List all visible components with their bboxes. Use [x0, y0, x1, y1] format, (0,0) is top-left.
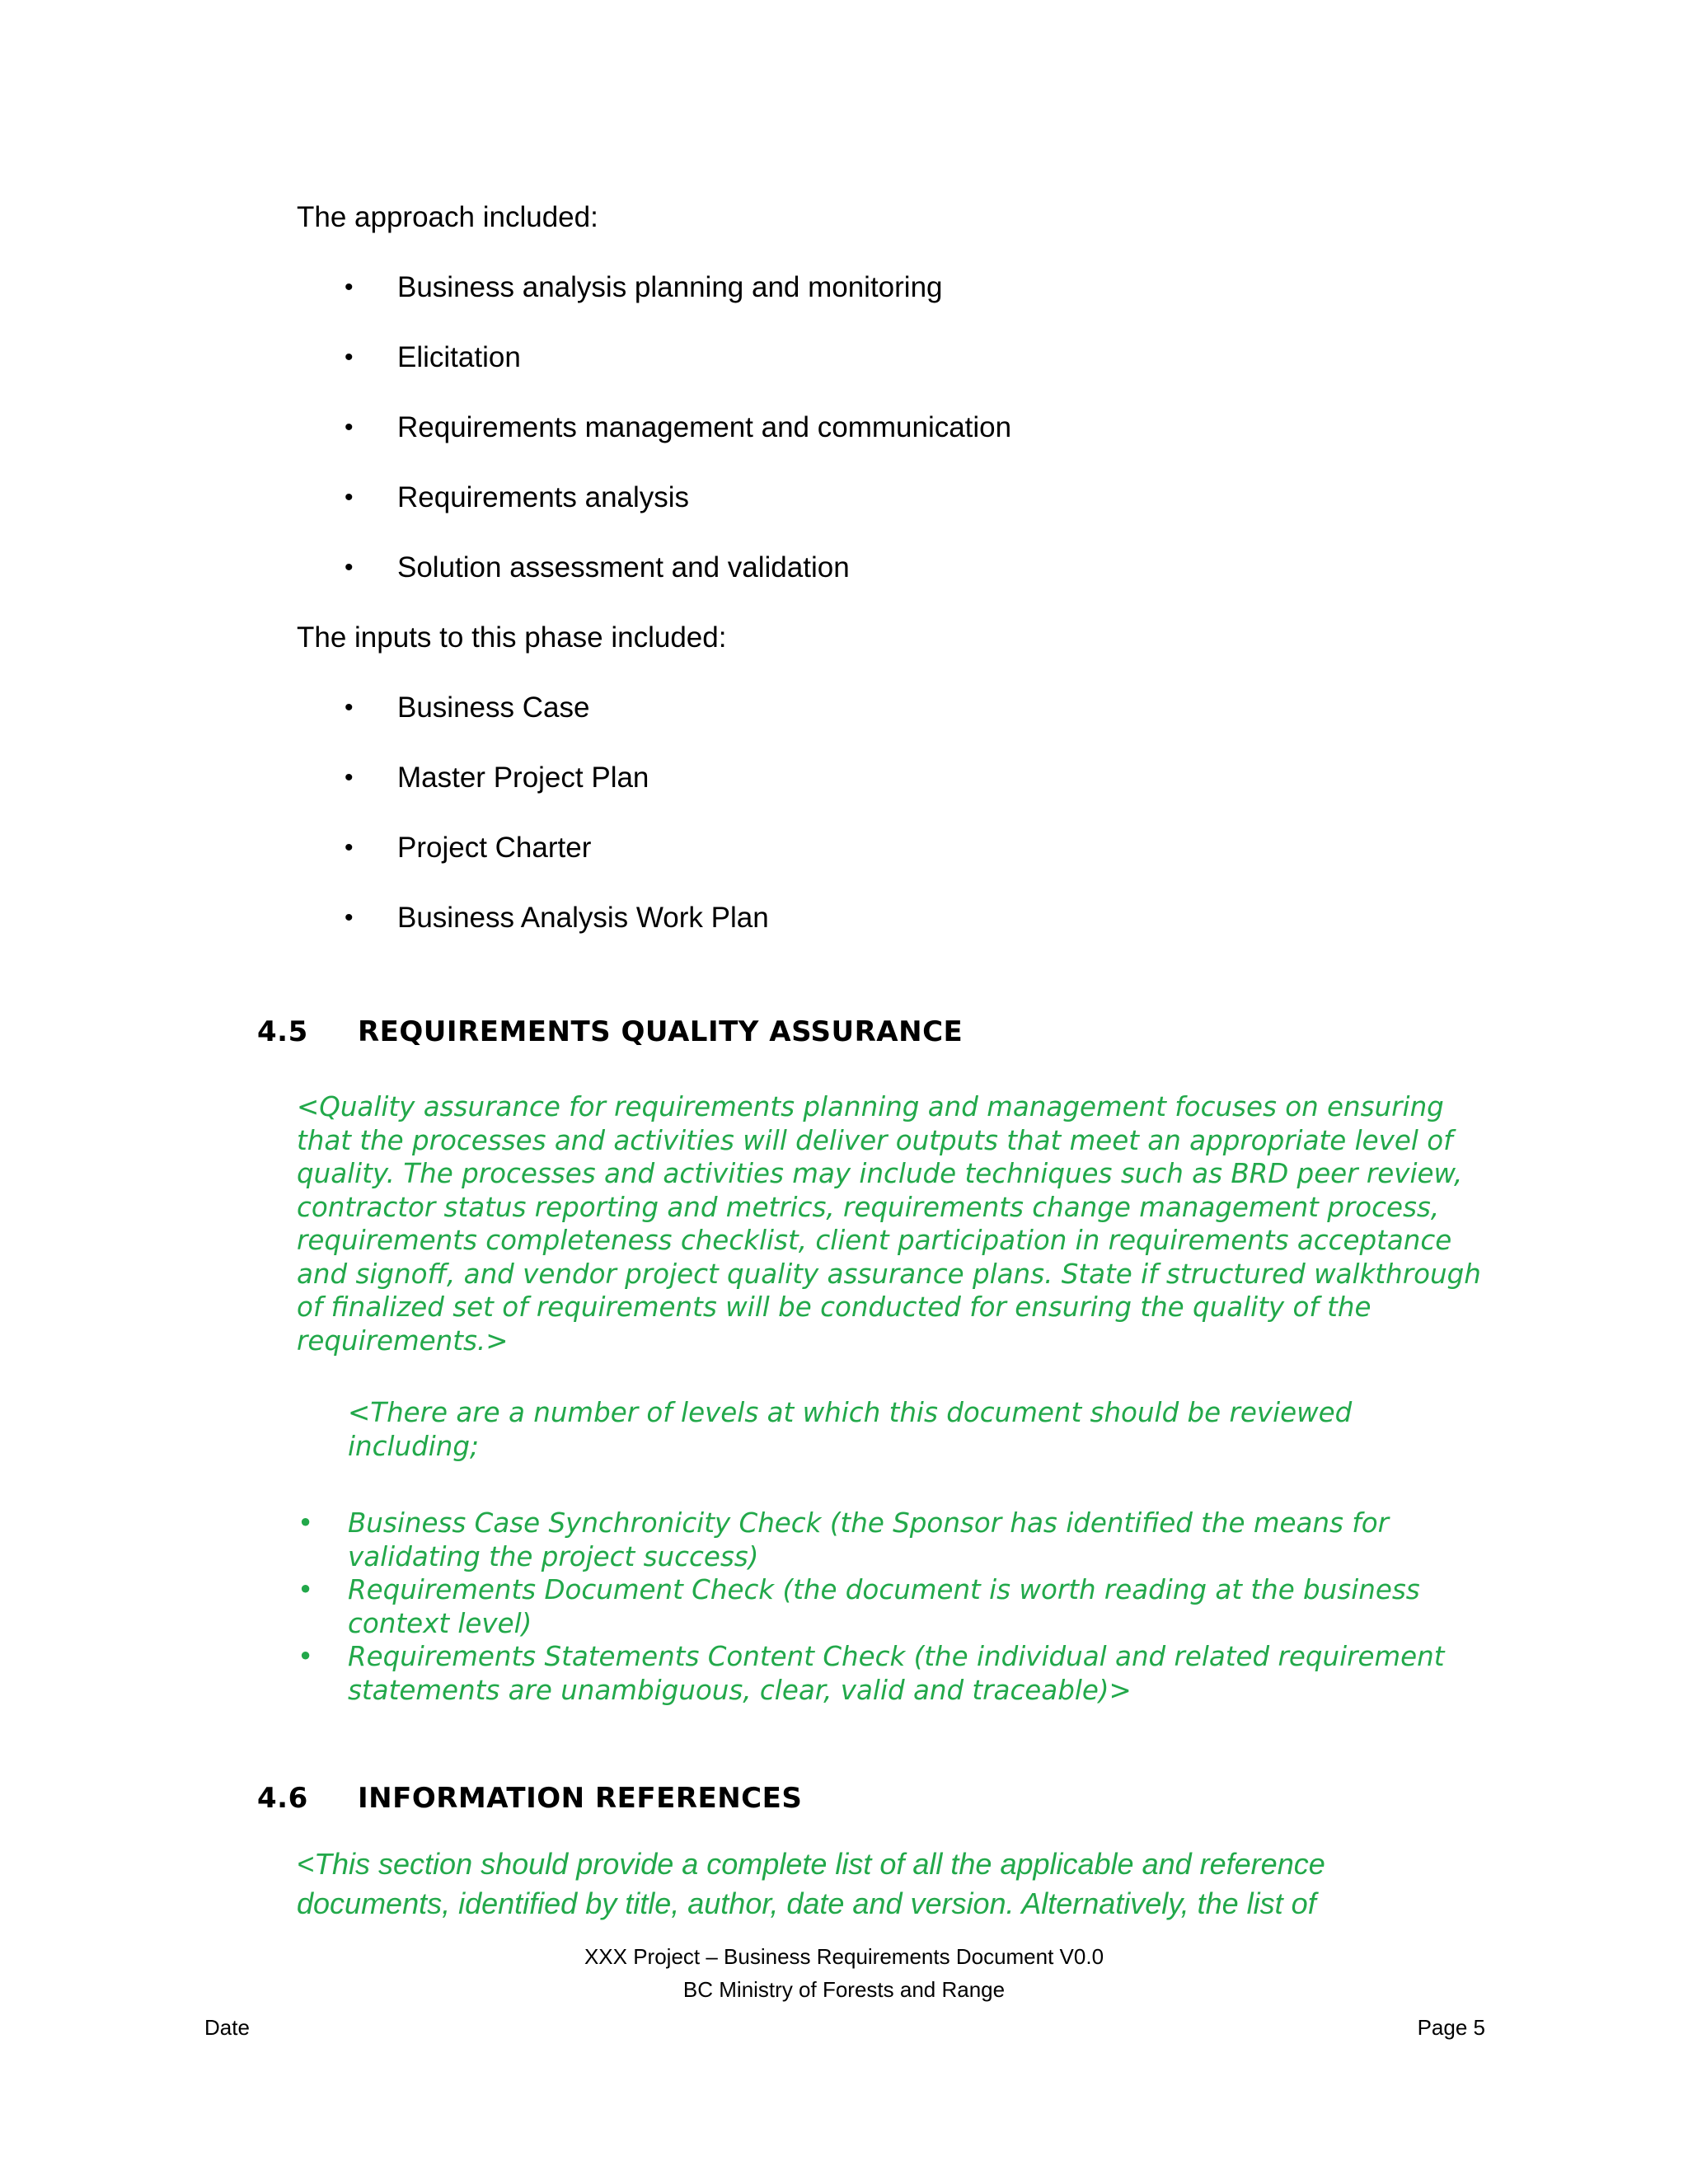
section-title: INFORMATION REFERENCES	[358, 1782, 803, 1815]
list-item-text: Solution assessment and validation	[397, 551, 850, 583]
list-item-text: Business Analysis Work Plan	[397, 902, 769, 934]
bullet-icon: •	[298, 1641, 314, 1672]
footer-document-title: XXX Project – Business Requirements Document V0.0	[584, 1944, 1104, 1969]
list-item-text: Business Case	[397, 691, 590, 724]
bullet-icon: •	[345, 484, 354, 511]
list-item-text: Business Case Synchronicity Check (the Sponsor has identified the means for validating the project success)	[348, 1507, 1389, 1572]
list-item-text: Elicitation	[397, 341, 521, 373]
review-levels-list	[0, 1507, 1525, 1707]
list-item-text: Requirements Document Check (the document is worth reading at the business context level)	[348, 1574, 1420, 1639]
bullet-icon: •	[345, 414, 354, 441]
section-title: REQUIREMENTS QUALITY ASSURANCE	[358, 1015, 964, 1048]
bullet-icon: •	[298, 1507, 314, 1539]
list-item	[0, 1573, 1525, 1640]
approach-heading: The approach included:	[297, 201, 598, 233]
section-number: 4.5	[257, 1015, 308, 1048]
section-number: 4.6	[257, 1782, 308, 1815]
list-item	[0, 1507, 1525, 1573]
list-item-text: Requirements management and communication	[397, 411, 1012, 443]
guidance-line: documents, identified by title, author, date and version. Alternatively, the list of	[297, 1886, 1316, 1920]
list-item-text: Requirements Statements Content Check (the individual and related requirement statements are unambiguous, clear, valid and traceable)>	[348, 1641, 1445, 1706]
bullet-icon: •	[345, 694, 354, 721]
quality-assurance-guidance: <Quality assurance for requirements planning and management focuses on ensuring that the processes and activities will deliver outputs that meet an appropriate level of quality. The processes and activities may include techniques such as BRD peer review, contractor status reporting and metrics, requirements change management process, requirements completeness checklist, client participation in requirements acceptance and signoff, and vendor project quality assurance plans. State if structured walkthrough of finalized set of requirements will be conducted for ensuring the quality of the requirements.>	[297, 1091, 1481, 1357]
bullet-icon: •	[298, 1574, 314, 1605]
list-item-text: Master Project Plan	[397, 762, 649, 794]
footer-page-number: Page 5	[1417, 2015, 1485, 2040]
bullet-icon: •	[345, 834, 354, 861]
list-item-text: Project Charter	[397, 832, 592, 864]
list-item	[0, 1640, 1525, 1707]
list-item-text: Business analysis planning and monitoring	[397, 271, 943, 303]
list-item-text: Requirements analysis	[397, 481, 690, 513]
guidance-line: <This section should provide a complete list of all the applicable and reference	[297, 1847, 1325, 1881]
review-levels-intro: <There are a number of levels at which this document should be reviewed including;	[348, 1397, 1353, 1462]
bullet-icon: •	[345, 274, 354, 301]
bullet-icon: •	[345, 764, 354, 791]
information-references-guidance	[297, 1844, 1533, 1924]
bullet-icon: •	[345, 344, 354, 371]
inputs-heading: The inputs to this phase included:	[297, 621, 727, 654]
bullet-icon: •	[345, 904, 354, 931]
footer-organization: BC Ministry of Forests and Range	[682, 1977, 1006, 2002]
footer-date: Date	[204, 2015, 250, 2040]
bullet-icon: •	[345, 554, 354, 581]
